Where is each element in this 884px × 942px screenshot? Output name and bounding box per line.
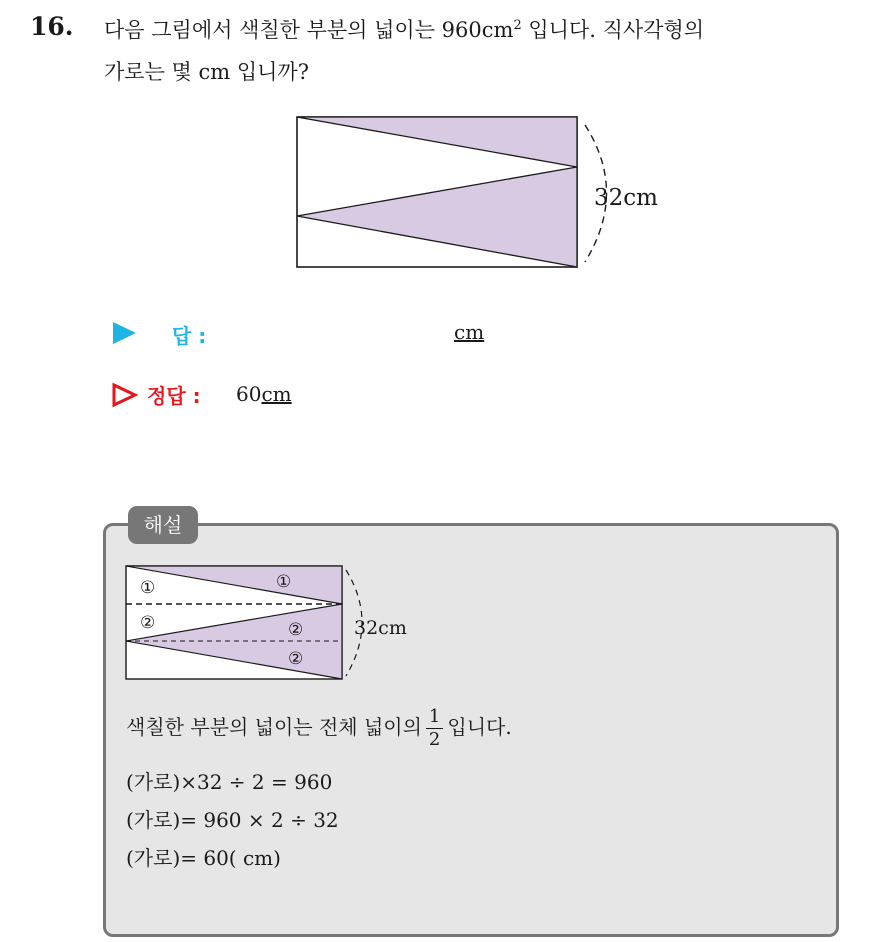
- correct-arrow-icon: [110, 380, 140, 410]
- marker-one-shaded: ①: [276, 572, 292, 592]
- solution-equation-3: (가로)= 60( cm): [126, 846, 281, 870]
- question-text-part: 입니다. 직사각형의: [521, 18, 705, 42]
- solution-equation-1: (가로)×32 ÷ 2 = 960: [126, 770, 333, 794]
- marker-two-shaded-lower: ②: [288, 649, 304, 669]
- marker-two-left: ②: [140, 613, 156, 633]
- marker-two-shaded-upper: ②: [288, 620, 304, 640]
- answer-unit: cm: [454, 320, 485, 344]
- solution-tag: 해설: [128, 506, 198, 544]
- correct-answer-unit: cm: [261, 382, 292, 406]
- correct-answer-label: 정답 :: [147, 384, 201, 408]
- fraction-numerator: 1: [426, 706, 443, 729]
- solution-equation-2: (가로)= 960 × 2 ÷ 32: [126, 808, 339, 832]
- question-text-line2: 가로는 몇 cm 입니까?: [104, 60, 309, 84]
- solution-statement: [126, 706, 512, 751]
- statement-text-end: 입니다.: [447, 715, 512, 739]
- question-text-part: 다음 그림에서 색칠한 부분의 넓이는 960: [104, 18, 482, 42]
- answer-label: 답 :: [172, 324, 207, 348]
- question-text-line1: [104, 14, 704, 44]
- question-number: 16.: [30, 12, 74, 41]
- answer-arrow-icon: [110, 318, 140, 348]
- correct-answer-number: 60: [236, 382, 262, 406]
- correct-answer-value: [236, 382, 292, 406]
- solution-figure: [120, 560, 430, 685]
- fraction-one-half: [426, 706, 443, 751]
- solution-height-label: 32cm: [354, 617, 407, 639]
- question-figure: [290, 110, 670, 275]
- height-label: 32cm: [594, 185, 658, 211]
- fraction-denominator: 2: [428, 729, 441, 750]
- statement-text: 색칠한 부분의 넓이는 전체 넓이의: [126, 715, 422, 739]
- area-unit: cm: [481, 18, 514, 42]
- marker-one-left: ①: [140, 578, 156, 598]
- area-unit-exponent: 2: [513, 18, 522, 33]
